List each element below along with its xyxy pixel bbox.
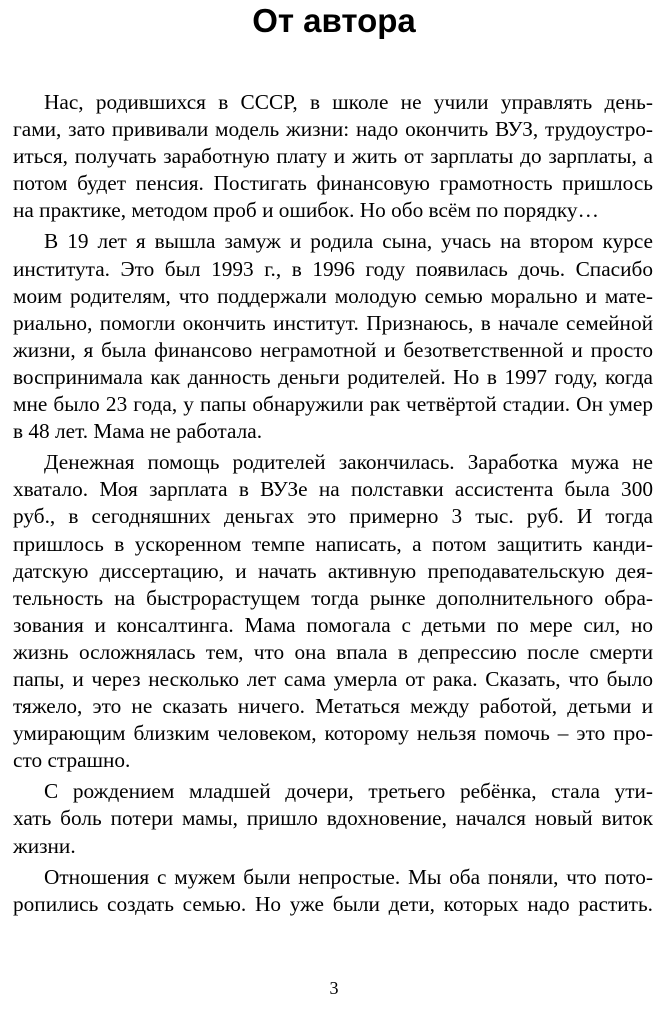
text-line: папы, и через несколько лет сама умерла от рака. Сказать, что было [13,666,653,691]
text-line: иться, получать заработную плату и жить от зарплаты до зарплаты, а [13,144,653,169]
text-line: на практике, методом проб и ошибок. Но обо всём по порядку… [13,198,599,223]
text-line: института. Это был 1993 г., в 1996 году появилась дочь. Спасибо [13,256,653,281]
text-line: риально, помогли окончить институт. Признаюсь, в начале семейной [13,310,653,335]
page-number: 3 [329,978,339,998]
paragraph [13,778,653,859]
text-line: ропились создать семью. Но уже были дети, которых надо растить. [13,891,653,916]
text-line: умирающим близким человеком, которому нельзя помочь – это про- [13,721,653,746]
text-line: мне было 23 года, у папы обнаружили рак четвёртой стадии. Он умер [13,392,653,417]
paragraph [13,449,653,774]
text-line: зования и консалтинга. Мама помогала с детьми по мере сил, но [13,612,653,637]
text-line: Денежная помощь родителей закончилась. Заработка мужа не [44,450,653,475]
paragraph [13,228,653,445]
text-line: тяжело, это не сказать ничего. Метаться между работой, детьми и [13,694,653,719]
text-line: руб., в сегодняшних деньгах это примерно 3 тыс. руб. И тогда [13,504,653,529]
text-line: С рождением младшей дочери, третьего ребёнка, стала ути- [44,779,653,804]
text-line: датскую диссертацию, и начать активную преподавательскую дея- [13,558,653,583]
body-text [13,89,653,918]
page-title: От автора [252,2,416,39]
text-line: сто страшно. [13,748,131,773]
text-line: хать боль потери мамы, пришло вдохновение, начался новый виток [13,806,653,831]
text-line: В 19 лет я вышла замуж и родила сына, учась на втором курсе [44,229,653,254]
text-line: моим родителям, что поддержали молодую семью морально и мате- [13,283,653,308]
text-line: Нас, родившихся в СССР, в школе не учили управлять день- [44,90,653,114]
text-line: тельность на быстрорастущем тогда рынке дополнительного обра- [13,585,653,610]
text-line: воспринимала как данность деньги родителей. Но в 1997 году, когда [13,364,653,389]
text-line: жизнь осложнялась тем, что она впала в депрессию после смерти [13,639,653,664]
text-line: гами, зато прививали модель жизни: надо окончить ВУЗ, трудоустро- [13,117,653,142]
text-line: хватало. Моя зарплата в ВУЗе на полставки ассистента была 300 [13,477,653,502]
text-line: в 48 лет. Мама не работала. [13,419,263,444]
text-line: потом будет пенсия. Постигать финансовую грамотность пришлось [13,171,653,196]
text-line: Отношения с мужем были непростые. Мы оба поняли, что пото- [44,864,653,889]
paragraph [13,89,653,224]
text-line: жизни. [13,833,76,858]
text-line: жизни, я была финансово неграмотной и безответственной и просто [13,337,653,362]
text-line: пришлось в ускоренном темпе написать, а потом защитить канди- [13,531,653,556]
paragraph [13,864,653,918]
